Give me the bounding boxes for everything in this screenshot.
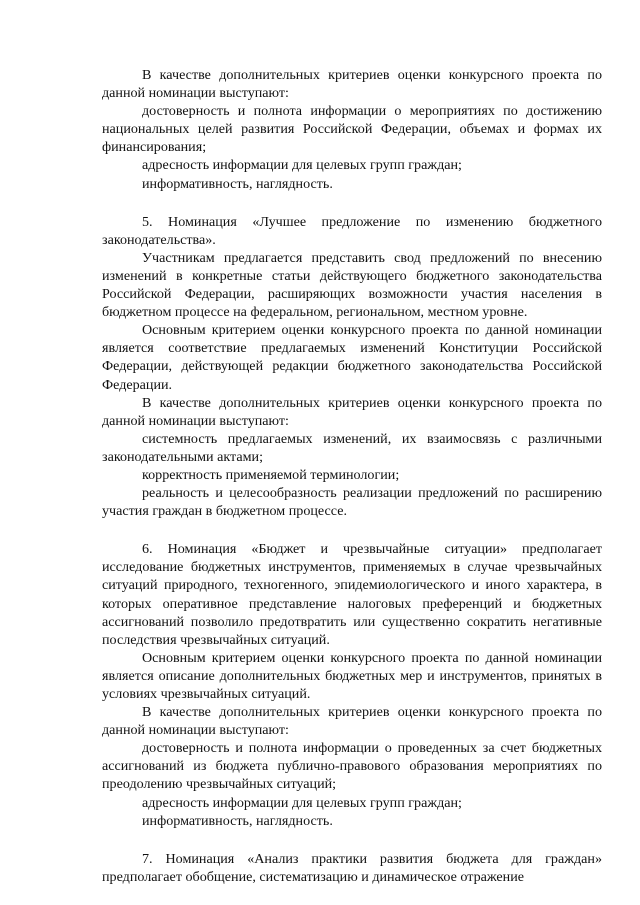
paragraph: В качестве дополнительных критериев оценки конкурсного проекта по данной номинации выступают: [102, 704, 602, 739]
paragraph: информативность, наглядность. [142, 812, 333, 829]
paragraph: системность предлагаемых изменений, их взаимосвязь с различными законодательными актами; [102, 430, 602, 465]
paragraph: реальность и целесообразность реализации предложений по расширению участия граждан в бюджетном процессе. [102, 485, 602, 520]
paragraph: информативность, наглядность. [142, 175, 333, 192]
paragraph: В качестве дополнительных критериев оценки конкурсного проекта по данной номинации выступают: [102, 67, 602, 102]
section-gap [102, 520, 602, 540]
paragraph: Участникам предлагается представить свод предложений по внесению изменений в конкретные статьи действующего бюджетного законодательства Российской Федерации, расширяющих возможности участия населения в бюджетном процессе на федеральном, региональном, местном уровне. [102, 249, 602, 321]
paragraph: адресность информации для целевых групп граждан; [142, 794, 462, 811]
section-heading-5: 5. Номинация «Лучшее предложение по изменению бюджетного законодательства». [102, 213, 602, 248]
paragraph: Основным критерием оценки конкурсного проекта по данной номинации является описание дополнительных бюджетных мер и инструментов, принятых в условиях чрезвычайных ситуаций. [102, 649, 602, 702]
section-gap [102, 193, 602, 213]
paragraph: достоверность и полнота информации о мероприятиях по достижению национальных целей развития Российской Федерации, объемах и формах их финансирования; [102, 103, 602, 156]
section-gap [102, 830, 602, 850]
paragraph: адресность информации для целевых групп граждан; [142, 157, 462, 174]
section-heading-6: 6. Номинация «Бюджет и чрезвычайные ситуации» предполагает исследование бюджетных инструментов, применяемых в случае чрезвычайных ситуаций природного, техногенного, эпидемиологического и иного характера, в которых оперативное представление налоговых преференций и бюджетных ассигнований позволило предотвратить или существенно сократить негативные последствия чрезвычайных ситуаций. [102, 541, 602, 648]
paragraph: достоверность и полнота информации о проведенных за счет бюджетных ассигнований из бюджета публично-правового образования мероприятиях по преодолению чрезвычайных ситуаций; [102, 740, 602, 793]
paragraph: корректность применяемой терминологии; [142, 466, 400, 483]
paragraph: В качестве дополнительных критериев оценки конкурсного проекта по данной номинации выступают: [102, 394, 602, 429]
section-heading-7: 7. Номинация «Анализ практики развития бюджета для граждан» предполагает обобщение, систематизацию и динамическое отражение [102, 850, 602, 885]
paragraph: Основным критерием оценки конкурсного проекта по данной номинации является соответствие предлагаемых изменений Конституции Российской Федерации, действующей редакции бюджетного законодательства Российской Федерации. [102, 322, 602, 393]
